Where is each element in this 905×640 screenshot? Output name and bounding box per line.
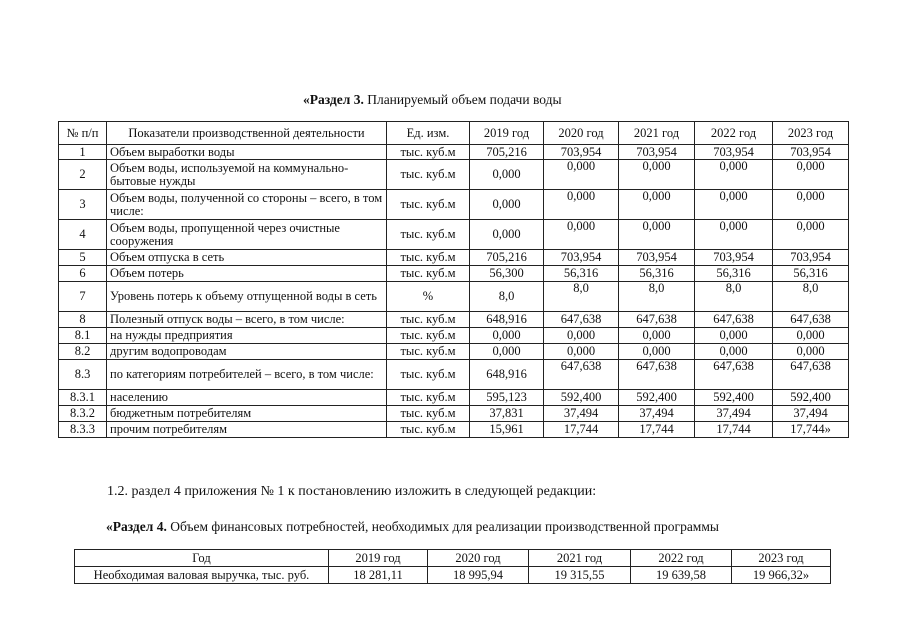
value-cell-2023: 0,000 [773, 190, 849, 220]
value-cell-2021: 647,638 [619, 360, 695, 390]
table-row [59, 160, 849, 190]
value-cell-2021: 0,000 [619, 220, 695, 250]
header-cell: 2019 год [470, 122, 544, 145]
unit-cell: тыс. куб.м [387, 250, 470, 266]
value-cell-2022: 0,000 [695, 220, 773, 250]
header-cell: 2020 год [428, 550, 529, 567]
row-number-cell: 2 [59, 160, 107, 190]
value-cell-2021: 0,000 [619, 328, 695, 344]
value-cell-2021: 647,638 [619, 312, 695, 328]
row-number-cell: 8.3.1 [59, 390, 107, 406]
header-cell: 2023 год [732, 550, 831, 567]
row-number-cell: 3 [59, 190, 107, 220]
value-cell-2021: 37,494 [619, 406, 695, 422]
row-number-cell: 8.3.2 [59, 406, 107, 422]
unit-cell: тыс. куб.м [387, 344, 470, 360]
value-cell-2023: 0,000 [773, 328, 849, 344]
table-row [59, 282, 849, 312]
value-cell-2023: 703,954 [773, 250, 849, 266]
value-cell-2021: 592,400 [619, 390, 695, 406]
header-cell: 2022 год [631, 550, 732, 567]
value-cell-2019: 648,916 [470, 360, 544, 390]
value-cell-2023: 0,000 [773, 220, 849, 250]
header-cell: Ед. изм. [387, 122, 470, 145]
row-number-cell: 6 [59, 266, 107, 282]
header-cell: 2022 год [695, 122, 773, 145]
value-cell-2022: 703,954 [695, 145, 773, 160]
value-cell-2020: 0,000 [544, 190, 619, 220]
header-cell: № п/п [59, 122, 107, 145]
value-cell-2020: 703,954 [544, 145, 619, 160]
row-number-cell: 1 [59, 145, 107, 160]
value-cell-2020: 8,0 [544, 282, 619, 312]
value-cell-2022: 647,638 [695, 360, 773, 390]
value-cell-2021: 56,316 [619, 266, 695, 282]
table-row [59, 250, 849, 266]
value-cell-2019: 37,831 [470, 406, 544, 422]
value-cell-2022: 0,000 [695, 190, 773, 220]
value-cell-2020: 37,494 [544, 406, 619, 422]
row-number-cell: 8 [59, 312, 107, 328]
value-cell-2019: 0,000 [470, 220, 544, 250]
value-cell: 18 995,94 [428, 567, 529, 584]
value-cell-2023: 8,0 [773, 282, 849, 312]
value-cell-2023: 37,494 [773, 406, 849, 422]
value-cell-2023: 0,000 [773, 160, 849, 190]
indicator-name-cell: Уровень потерь к объему отпущенной воды в сеть [107, 282, 387, 312]
section3-title-bold: «Раздел 3. [303, 92, 364, 107]
value-cell-2020: 647,638 [544, 312, 619, 328]
value-cell-2019: 705,216 [470, 250, 544, 266]
table-row [59, 406, 849, 422]
value-cell-2021: 8,0 [619, 282, 695, 312]
value-cell-2022: 703,954 [695, 250, 773, 266]
value-cell-2022: 0,000 [695, 160, 773, 190]
indicator-name-cell: Объем воды, полученной со стороны – всего, в том числе: [107, 190, 387, 220]
value-cell-2023: 17,744» [773, 422, 849, 438]
value-cell-2020: 0,000 [544, 328, 619, 344]
indicator-name-cell: Объем воды, используемой на коммунально-бытовые нужды [107, 160, 387, 190]
section4-data-row [75, 567, 831, 584]
section3-table-body [59, 145, 849, 438]
indicator-name-cell: Объем выработки воды [107, 145, 387, 160]
value-cell-2020: 0,000 [544, 220, 619, 250]
unit-cell: тыс. куб.м [387, 190, 470, 220]
value-cell-2019: 15,961 [470, 422, 544, 438]
amendment-paragraph: 1.2. раздел 4 приложения № 1 к постановлению изложить в следующей редакции: [107, 484, 597, 499]
header-cell: 2020 год [544, 122, 619, 145]
table-row [59, 344, 849, 360]
value-cell-2019: 705,216 [470, 145, 544, 160]
row-number-cell: 4 [59, 220, 107, 250]
section4-table [74, 549, 831, 584]
indicator-name-cell: другим водопроводам [107, 344, 387, 360]
value-cell-2021: 703,954 [619, 145, 695, 160]
value-cell-2019: 56,300 [470, 266, 544, 282]
unit-cell: тыс. куб.м [387, 406, 470, 422]
value-cell-2022: 56,316 [695, 266, 773, 282]
header-cell: 2023 год [773, 122, 849, 145]
value-cell-2022: 37,494 [695, 406, 773, 422]
unit-cell: тыс. куб.м [387, 360, 470, 390]
value-cell-2022: 592,400 [695, 390, 773, 406]
unit-cell: тыс. куб.м [387, 422, 470, 438]
value-cell-2023: 647,638 [773, 312, 849, 328]
unit-cell: тыс. куб.м [387, 328, 470, 344]
value-cell: 18 281,11 [329, 567, 428, 584]
header-cell: 2021 год [619, 122, 695, 145]
indicator-name-cell: населению [107, 390, 387, 406]
table-row [59, 220, 849, 250]
value-cell-2023: 592,400 [773, 390, 849, 406]
section4-title-rest: Объем финансовых потребностей, необходимых для реализации производственной программы [166, 519, 719, 534]
value-cell-2022: 0,000 [695, 344, 773, 360]
indicator-name-cell: по категориям потребителей – всего, в том числе: [107, 360, 387, 390]
value-cell-2021: 703,954 [619, 250, 695, 266]
value-cell-2020: 703,954 [544, 250, 619, 266]
value-cell-2023: 703,954 [773, 145, 849, 160]
value-cell-2019: 648,916 [470, 312, 544, 328]
table-row [59, 360, 849, 390]
table-row [59, 390, 849, 406]
value-cell-2020: 0,000 [544, 160, 619, 190]
section3-header-row [59, 122, 849, 145]
header-cell: Год [75, 550, 329, 567]
row-number-cell: 8.1 [59, 328, 107, 344]
unit-cell: тыс. куб.м [387, 390, 470, 406]
value-cell: 19 315,55 [529, 567, 631, 584]
indicator-name-cell: Объем отпуска в сеть [107, 250, 387, 266]
value-cell-2021: 0,000 [619, 160, 695, 190]
value-cell-2020: 17,744 [544, 422, 619, 438]
section3-table [58, 121, 849, 438]
value-cell-2023: 647,638 [773, 360, 849, 390]
value-cell-2021: 0,000 [619, 190, 695, 220]
section3-title [303, 92, 562, 108]
value-cell-2021: 0,000 [619, 344, 695, 360]
indicator-name-cell: на нужды предприятия [107, 328, 387, 344]
unit-cell: тыс. куб.м [387, 145, 470, 160]
section4-header-row [75, 550, 831, 567]
row-number-cell: 5 [59, 250, 107, 266]
row-number-cell: 7 [59, 282, 107, 312]
row-number-cell: 8.2 [59, 344, 107, 360]
value-cell-2019: 595,123 [470, 390, 544, 406]
indicator-name-cell: Объем потерь [107, 266, 387, 282]
value-cell-2020: 0,000 [544, 344, 619, 360]
section3-title-rest: Планируемый объем подачи воды [363, 92, 562, 107]
value-cell-2021: 17,744 [619, 422, 695, 438]
indicator-name-cell: прочим потребителям [107, 422, 387, 438]
unit-cell: тыс. куб.м [387, 266, 470, 282]
value-cell: 19 966,32» [732, 567, 831, 584]
value-cell-2022: 8,0 [695, 282, 773, 312]
value-cell-2019: 0,000 [470, 160, 544, 190]
table-row [59, 328, 849, 344]
value-cell-2020: 56,316 [544, 266, 619, 282]
value-cell-2019: 8,0 [470, 282, 544, 312]
indicator-name-cell: Полезный отпуск воды – всего, в том числе: [107, 312, 387, 328]
section4-title [106, 519, 719, 535]
value-cell-2022: 17,744 [695, 422, 773, 438]
table-row [59, 422, 849, 438]
value-cell-2019: 0,000 [470, 328, 544, 344]
value-cell-2019: 0,000 [470, 344, 544, 360]
table-row [59, 190, 849, 220]
row-label-cell: Необходимая валовая выручка, тыс. руб. [75, 567, 329, 584]
unit-cell: % [387, 282, 470, 312]
unit-cell: тыс. куб.м [387, 312, 470, 328]
table-row [59, 266, 849, 282]
indicator-name-cell: бюджетным потребителям [107, 406, 387, 422]
header-cell: 2021 год [529, 550, 631, 567]
value-cell-2020: 647,638 [544, 360, 619, 390]
table-row [59, 312, 849, 328]
unit-cell: тыс. куб.м [387, 160, 470, 190]
table-row [59, 145, 849, 160]
header-cell: Показатели производственной деятельности [107, 122, 387, 145]
row-number-cell: 8.3 [59, 360, 107, 390]
value-cell-2022: 0,000 [695, 328, 773, 344]
value-cell-2023: 0,000 [773, 344, 849, 360]
row-number-cell: 8.3.3 [59, 422, 107, 438]
unit-cell: тыс. куб.м [387, 220, 470, 250]
value-cell-2022: 647,638 [695, 312, 773, 328]
value-cell: 19 639,58 [631, 567, 732, 584]
header-cell: 2019 год [329, 550, 428, 567]
indicator-name-cell: Объем воды, пропущенной через очистные сооружения [107, 220, 387, 250]
value-cell-2019: 0,000 [470, 190, 544, 220]
section4-title-bold: «Раздел 4. [106, 519, 167, 534]
value-cell-2023: 56,316 [773, 266, 849, 282]
value-cell-2020: 592,400 [544, 390, 619, 406]
